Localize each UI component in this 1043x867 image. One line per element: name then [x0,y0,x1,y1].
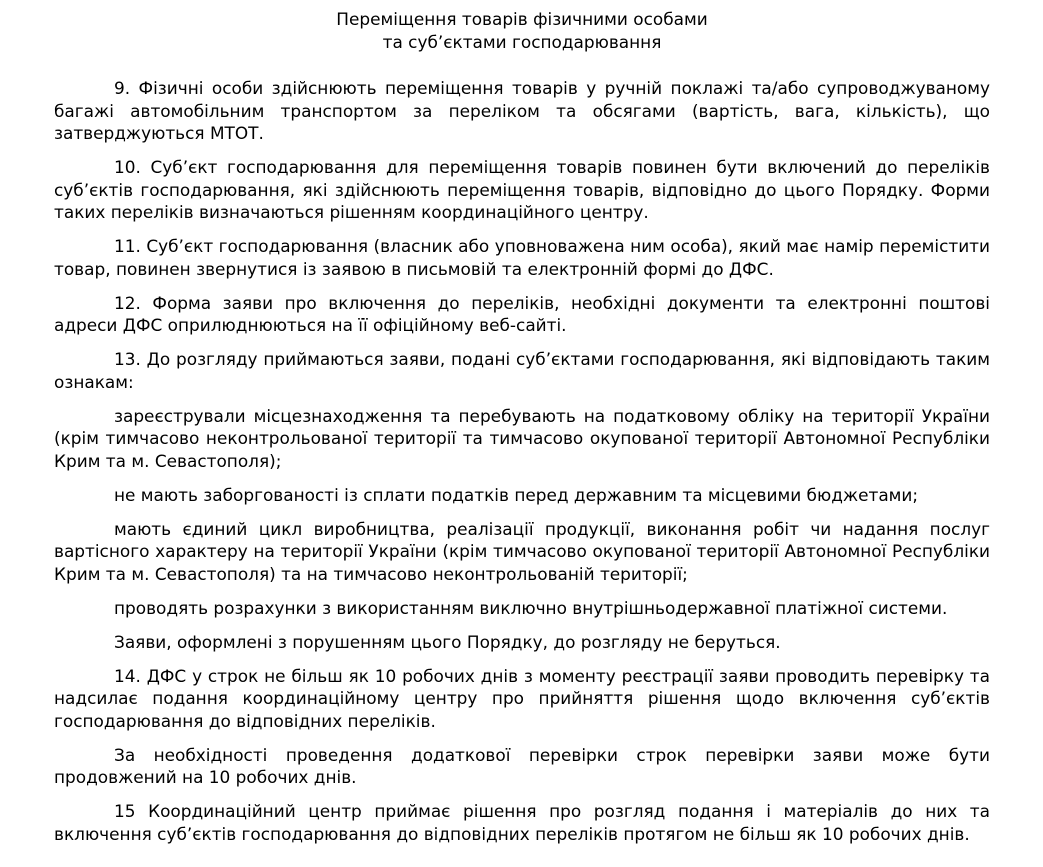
document-title [54,8,990,53]
paragraph-9: 9. Фізичні особи здійснюють переміщення товарів у ручній поклажі та/або супроводжуваному багажі автомобільним транспортом за переліком та обсягами (вартість, вага, кількість), що затверджуються МТОТ. [54,78,990,143]
criterion-no-tax-debt: не мають заборгованості із сплати податків перед державним та місцевими бюджетами; [114,484,919,505]
paragraph-10: 10. Суб’єкт господарювання для переміщення товарів повинен бути включений до переліків суб’єктів господарювання, які здійснюють переміщення товарів, відповідно до цього Порядку. Форми таких переліків визначаються рішенням координаційного центру. [54,157,990,222]
title-line-2: та суб’єктами господарювання [382,31,662,52]
paragraph-14-extension: За необхідності проведення додаткової перевірки строк перевірки заяви може бути продовжений на 10 робочих днів. [54,744,990,787]
paragraph-13: 13. До розгляду приймаються заяви, подані суб’єктами господарювання, які відповідають таким ознакам: [54,349,990,392]
paragraph-14: 14. ДФС у строк не більш як 10 робочих днів з моменту реєстрації заяви проводить перевірку та надсилає подання координаційному центру про прийняття рішення щодо включення суб’єктів господарювання до відповідних переліків. [54,665,990,731]
document-content [54,77,990,845]
criterion-payment-system: проводять розрахунки з використанням виключно внутрішньодержавної платіжної системи. [114,597,948,618]
paragraph-rejection-note: Заяви, оформлені з порушенням цього Порядку, до розгляду не беруться. [114,631,781,652]
title-line-1: Переміщення товарів фізичними особами [336,9,708,29]
paragraph-12: 12. Форма заяви про включення до переліків, необхідні документи та електронні поштові адреси ДФС оприлюднюються на її офіційному веб-сайті. [54,292,990,335]
criterion-production-cycle: мають єдиний цикл виробництва, реалізації продукції, виконання робіт чи надання послуг вартісного характеру на території України (крім тимчасово окупованої території Автономної Республіки Крим та м. Севастополя) та на тимчасово неконтрольованій території; [54,518,990,584]
paragraph-11: 11. Суб’єкт господарювання (власник або уповноважена ним особа), який має намір перемістити товар, повинен звернутися із заявою в письмовій та електронній формі до ДФС. [54,236,990,279]
criterion-registration: зареєстрували місцезнаходження та перебувають на податковому обліку на території України (крім тимчасово неконтрольованої території та тимчасово окупованої території Автономної Республіки Крим та м. Севастополя); [54,405,990,471]
paragraph-15: 15 Координаційний центр приймає рішення про розгляд подання і матеріалів до них та включення суб’єктів господарювання до відповідних переліків протягом не більш як 10 робочих днів. [54,801,990,844]
document-body [54,8,990,857]
